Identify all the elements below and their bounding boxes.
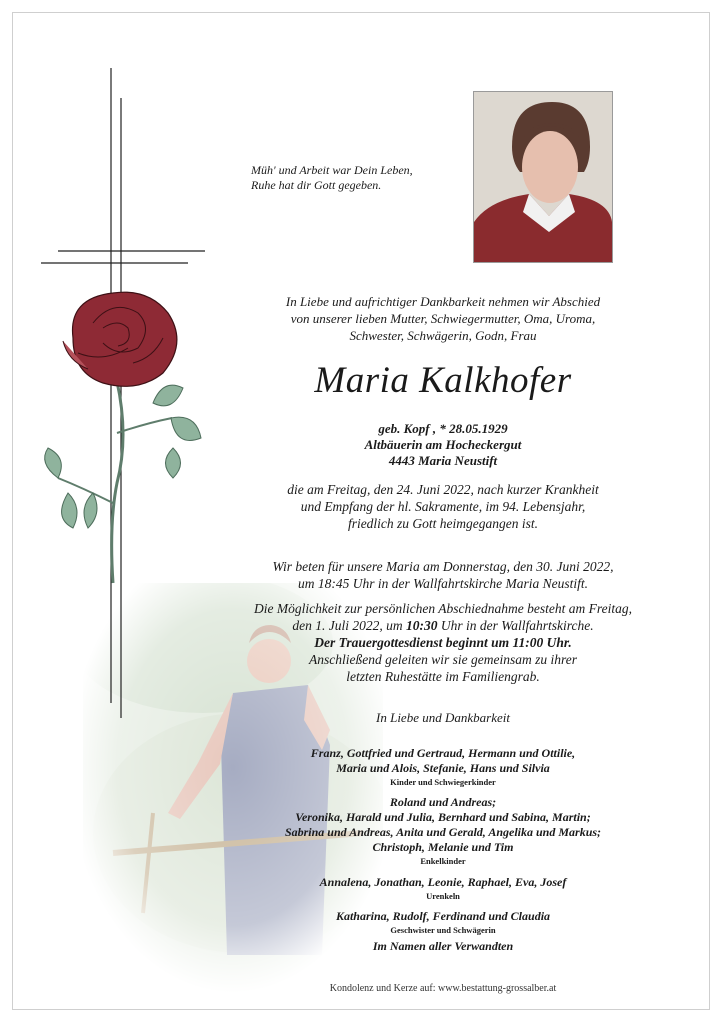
announcement [233, 293, 653, 344]
farewell-text: den 1. Juli 2022, um [292, 618, 406, 633]
farewell-line: Anschließend geleiten wir sie gemeinsam zu ihrer [309, 652, 577, 667]
family-line: Veronika, Harald und Julia, Bernhard und Sabina, Martin; [295, 810, 591, 824]
announcement-line: Schwester, Schwägerin, Godn, Frau [349, 328, 537, 343]
quote-line: Müh' und Arbeit war Dein Leben, [251, 163, 413, 177]
family-relation: Enkelkinder [420, 856, 466, 866]
family-line: Sabrina und Andreas, Anita und Gerald, Angelika und Markus; [284, 825, 602, 839]
quote-line: Ruhe hat dir Gott gegeben. [251, 178, 382, 192]
farewell-line: letzten Ruhestätte im Familiengrab. [346, 669, 540, 684]
obituary-page [12, 12, 710, 1010]
rose-icon [33, 283, 213, 593]
death-notice [233, 481, 653, 532]
family-relation: Urenkeln [426, 891, 460, 901]
farewell-time: 10:30 [406, 618, 438, 633]
farewell-text: Uhr in der Wallfahrtskirche. [437, 618, 594, 633]
announcement-line: von unserer lieben Mutter, Schwiegermutter, Oma, Uroma, [290, 311, 596, 326]
deceased-details [233, 421, 653, 469]
footer-label: Kondolenz und Kerze auf: [329, 983, 439, 994]
family-line: Katharina, Rudolf, Ferdinand und Claudia [335, 909, 551, 923]
portrait-photo [473, 91, 613, 263]
prayer-line: Wir beten für unsere Maria am Donnerstag, den 30. Juni 2022, [272, 559, 614, 574]
footer [163, 983, 710, 994]
farewell-notice [213, 600, 673, 685]
family-siblings [213, 909, 673, 936]
family-children [213, 746, 673, 788]
family-great-grandchildren [213, 875, 673, 902]
title-line: Altbäuerin am Hocheckergut [364, 437, 522, 452]
closing-line: In Liebe und Dankbarkeit [376, 710, 510, 725]
address-line: 4443 Maria Neustift [388, 453, 498, 468]
service-line: Der Trauergottesdienst beginnt um 11:00 Uhr. [314, 635, 572, 650]
death-line: und Empfang der hl. Sakramente, im 94. Lebensjahr, [300, 499, 586, 514]
footer-link[interactable]: www.bestattung-grossalber.at [438, 983, 557, 994]
family-line: Christoph, Melanie und Tim [372, 840, 514, 854]
death-line: friedlich zu Gott heimgegangen ist. [347, 516, 539, 531]
quote [251, 163, 413, 193]
prayer-line: um 18:45 Uhr in der Wallfahrtskirche Maria Neustift. [298, 576, 588, 591]
birth-line: geb. Kopf , * 28.05.1929 [378, 421, 508, 436]
death-line: die am Freitag, den 24. Juni 2022, nach kurzer Krankheit [287, 482, 599, 497]
family-line: Annalena, Jonathan, Leonie, Raphael, Eva, Josef [319, 875, 567, 889]
family-line: Maria und Alois, Stefanie, Hans und Silvia [336, 761, 550, 775]
deceased-name: Maria Kalkhofer [314, 360, 572, 401]
family-relation: Geschwister und Schwägerin [390, 925, 496, 935]
prayer-notice [213, 558, 673, 592]
farewell-line: Die Möglichkeit zur persönlichen Abschiednahme besteht am Freitag, [254, 601, 632, 616]
family-all: Im Namen aller Verwandten [372, 939, 514, 953]
family-grandchildren [213, 795, 673, 867]
family-line: Franz, Gottfried und Gertraud, Hermann und Ottilie, [310, 746, 576, 760]
family-line: Roland und Andreas; [389, 795, 497, 809]
farewell-line [213, 617, 673, 634]
announcement-line: In Liebe und aufrichtiger Dankbarkeit nehmen wir Abschied [285, 294, 601, 309]
family-relation: Kinder und Schwiegerkinder [390, 777, 496, 787]
